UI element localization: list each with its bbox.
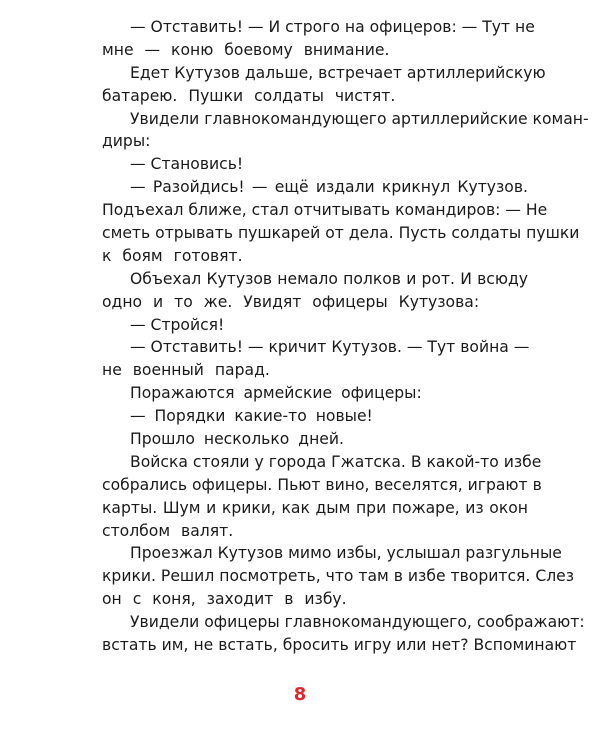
text-line: — Стройся! [130, 315, 225, 334]
text-line: батарею. Пушки солдаты чистят. [102, 86, 396, 105]
text-line: — Отставить! — кричит Кутузов. — Тут война — [130, 338, 530, 357]
text-line: — Отставить! — И строго на офицеров: — Тут не [130, 18, 535, 36]
text-line: столбом валят. [102, 521, 234, 540]
text-line: собрались офицеры. Пьют вино, веселятся, играют в [102, 475, 542, 494]
text-line: одно и то же. Увидят офицеры Кутузова: [102, 292, 480, 311]
page-body [102, 16, 589, 657]
text-line: — Разойдись! — ещё издали крикнул Кутузов. [130, 178, 528, 197]
text-line: Прошло несколько дней. [130, 430, 344, 449]
text-line: — Порядки какие-то новые! [130, 407, 373, 426]
text-line: сметь отрывать пушкарей от дела. Пусть солдаты пушки [102, 224, 580, 243]
text-line: Поражаются армейские офицеры: [130, 384, 422, 403]
text-line: Едет Кутузов дальше, встречает артиллерийскую [130, 63, 546, 82]
text-line: Проезжал Кутузов мимо избы, услышал разгульные [130, 544, 562, 563]
text-line: Подъехал ближе, стал отчитывать командиров: — Не [102, 201, 548, 220]
text-line: Увидели главнокомандующего артиллерийские коман- [130, 109, 589, 128]
text-line: — Становись! [130, 155, 244, 174]
text-line: к боям готовят. [102, 246, 243, 265]
text-line: карты. Шум и крики, как дым при пожаре, из окон [102, 498, 528, 517]
text-line: крики. Решил посмотреть, что там в избе творится. Слез [102, 567, 575, 586]
page-number: 8 [293, 684, 307, 705]
text-line: встать им, не встать, бросить игру или нет? Вспоминают [102, 636, 577, 655]
text-line: Объехал Кутузов немало полков и рот. И всюду [130, 269, 528, 288]
text-line: он с коня, заходит в избу. [102, 590, 347, 609]
text-line: Войска стояли у города Гжатска. В какой-то избе [130, 452, 542, 471]
text-line: не военный парад. [102, 361, 270, 380]
text-line: мне — коню боевому внимание. [102, 40, 390, 59]
text-line: диры: [102, 132, 151, 151]
text-line: Увидели офицеры главнокомандующего, соображают: [130, 613, 585, 632]
